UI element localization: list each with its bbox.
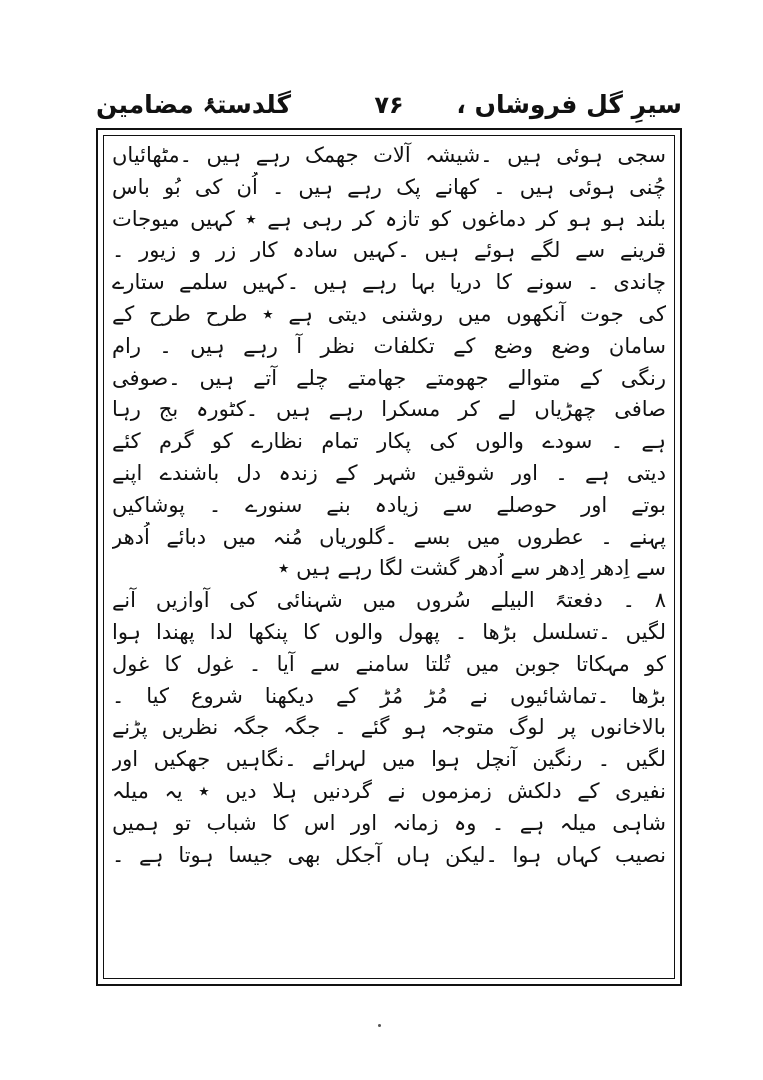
text-line: نفیری کے دلکش زمزموں نے گردنیں ہلا دیں ٭ یہ میلہ [112,778,666,803]
text-line: چاندی ۔ سونے کا دریا بہا رہے ہیں ۔کہیں سلمے ستارے [112,270,666,295]
text-line: رنگی کے متوالے جھومتے جھامتے چلے آتے ہیں ۔صوفی [112,365,666,390]
paragraph-8-start: ۸ ۔ دفعتہً البیلے سُروں میں شہنائی کی آوازیں آنے [112,588,666,613]
speck [378,1024,381,1027]
text-line: بلند ہو ہو کر دماغوں کو تازہ کر رہی ہے ٭ کہیں میوجات [112,206,666,231]
chapter-title: سیرِ گل فروشاں ، [456,90,682,119]
text-line: شاہی میلہ ہے ۔ وہ زمانہ اور اس کا شباب تو ہمیں [112,810,666,835]
text-line: کو مہکاتا جوبن میں تُلتا سامنے سے آیا ۔ غول کا غول [112,651,666,676]
text-line: بوتے اور حوصلے سے زیادہ بنے سنورے ۔ پوشاکیں [112,492,666,517]
text-line: پہنے ۔ عطروں میں بسے ۔گلوریاں مُنہ میں دبائے اُدھر [112,524,666,549]
text-line: صافی چھڑیاں لے کر مسکرا رہے ہیں ۔کٹورہ بج رہا [112,397,666,422]
text-line: سجی ہوئی ہیں ۔شیشہ آلات جھمک رہے ہیں ۔مٹھائیاں [112,143,666,167]
text-line: ہے ۔ سودے والوں کی پکار تمام نظارے کو گرم کئے [112,429,666,454]
text-line: لگیں ۔ رنگین آنچل ہوا میں لہرائے ۔نگاہیں جھکیں اور [112,747,666,772]
text-line: بڑھا ۔تماشائیوں نے مُڑ مُڑ کے دیکھنا شروع کیا ۔ [112,683,666,708]
page-number: ۷۶ [374,91,404,119]
text-line: نصیب کہاں ہوا ۔لیکن ہاں آجکل بھی جیسا ہوتا ہے ۔ [112,842,666,867]
text-line: چُنی ہوئی ہیں ۔ کھانے پک رہے ہیں ۔ اُن کی بُو باس [112,174,666,199]
text-line: دیتی ہے ۔ اور شوقین شہر کے زندہ دل باشندے اپنے [112,460,666,485]
book-title: گلدستۂ مضامین [96,90,292,119]
text-line: قرینے سے لگے ہوئے ہیں ۔کہیں سادہ کار زر و زیور ۔ [112,238,666,263]
text-line: سامان وضع وضع کے تکلفات نظر آ رہے ہیں ۔ رام [112,333,666,358]
text-line: سے اِدھر اِدھر سے اُدھر گشت لگا رہے ہیں ٭ [278,556,666,581]
page-header [96,88,682,128]
text-line: بالاخانوں پر لوگ متوجہ ہو گئے ۔ جگہ جگہ نظریں پڑنے [112,715,666,740]
text-frame [96,128,682,986]
text-line: کی جوت آنکھوں میں روشنی دیتی ہے ٭ طرح طرح کے [112,301,666,326]
body-text [112,140,666,871]
text-line: لگیں ۔تسلسل بڑھا ۔ پھول والوں کا پنکھا لدا پھندا ہوا [112,619,666,644]
